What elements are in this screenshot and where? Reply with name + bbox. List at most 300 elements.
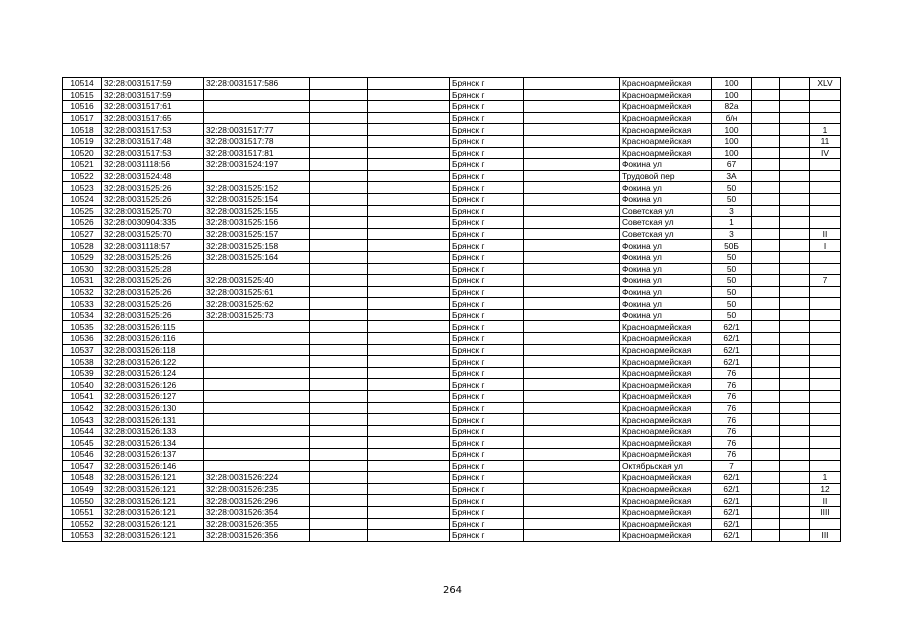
cell-house-number: 50Б xyxy=(712,240,752,252)
cell-col-5 xyxy=(368,437,450,449)
cell-object-cadastral-number xyxy=(204,425,310,437)
cell-col-10 xyxy=(752,391,780,403)
cell-apartment-number: I xyxy=(810,240,841,252)
cell-col-10 xyxy=(752,124,780,136)
cell-row-number: 10533 xyxy=(63,298,102,310)
cell-locality: Брянск г xyxy=(450,321,524,333)
cell-apartment-number xyxy=(810,425,841,437)
table-row xyxy=(63,217,841,229)
cell-col-10 xyxy=(752,356,780,368)
cell-row-number: 10542 xyxy=(63,402,102,414)
cell-house-number: 62/1 xyxy=(712,495,752,507)
cell-locality: Брянск г xyxy=(450,78,524,90)
table-row xyxy=(63,147,841,159)
cell-cadastral-number: 32:28:0031525:70 xyxy=(102,228,204,240)
cell-col-10 xyxy=(752,228,780,240)
cell-row-number: 10549 xyxy=(63,483,102,495)
cell-col-10 xyxy=(752,518,780,530)
cell-locality: Брянск г xyxy=(450,495,524,507)
cell-col-4 xyxy=(310,205,368,217)
cell-col-11 xyxy=(780,379,810,391)
cell-street: Советская ул xyxy=(620,228,712,240)
cell-cadastral-number: 32:28:0031525:26 xyxy=(102,286,204,298)
table-row xyxy=(63,240,841,252)
cell-col-5 xyxy=(368,101,450,113)
cell-col-4 xyxy=(310,309,368,321)
cell-apartment-number xyxy=(810,437,841,449)
cell-col-7 xyxy=(524,356,620,368)
cell-apartment-number xyxy=(810,193,841,205)
cell-col-11 xyxy=(780,101,810,113)
cell-locality: Брянск г xyxy=(450,518,524,530)
cell-col-11 xyxy=(780,367,810,379)
cell-col-5 xyxy=(368,460,450,472)
cell-col-4 xyxy=(310,228,368,240)
table-row xyxy=(63,483,841,495)
cell-col-5 xyxy=(368,425,450,437)
cell-col-5 xyxy=(368,228,450,240)
cell-col-11 xyxy=(780,356,810,368)
cell-col-10 xyxy=(752,286,780,298)
cell-col-5 xyxy=(368,89,450,101)
cell-col-7 xyxy=(524,89,620,101)
cell-col-10 xyxy=(752,147,780,159)
cell-col-10 xyxy=(752,112,780,124)
cell-col-10 xyxy=(752,240,780,252)
cell-street: Красноармейская xyxy=(620,367,712,379)
cell-row-number: 10540 xyxy=(63,379,102,391)
cell-cadastral-number: 32:28:0031526:137 xyxy=(102,449,204,461)
cell-col-5 xyxy=(368,275,450,287)
cell-locality: Брянск г xyxy=(450,275,524,287)
cell-col-10 xyxy=(752,321,780,333)
cell-locality: Брянск г xyxy=(450,425,524,437)
cell-street: Красноармейская xyxy=(620,483,712,495)
cell-house-number: 76 xyxy=(712,367,752,379)
cell-col-11 xyxy=(780,193,810,205)
cell-col-4 xyxy=(310,263,368,275)
cell-object-cadastral-number: 32:28:0031525:152 xyxy=(204,182,310,194)
cell-row-number: 10516 xyxy=(63,101,102,113)
cell-col-10 xyxy=(752,449,780,461)
cell-col-4 xyxy=(310,437,368,449)
cell-col-4 xyxy=(310,217,368,229)
cell-apartment-number xyxy=(810,402,841,414)
cell-col-7 xyxy=(524,414,620,426)
cell-col-7 xyxy=(524,170,620,182)
cell-street: Фокина ул xyxy=(620,275,712,287)
cell-col-4 xyxy=(310,506,368,518)
cell-object-cadastral-number: 32:28:0031526:235 xyxy=(204,483,310,495)
cell-col-5 xyxy=(368,344,450,356)
cell-col-11 xyxy=(780,425,810,437)
cell-apartment-number xyxy=(810,309,841,321)
cell-col-7 xyxy=(524,286,620,298)
table-row xyxy=(63,414,841,426)
cell-col-4 xyxy=(310,298,368,310)
table-row xyxy=(63,182,841,194)
cell-col-10 xyxy=(752,379,780,391)
cell-house-number: 62/1 xyxy=(712,483,752,495)
cell-col-5 xyxy=(368,356,450,368)
cell-col-10 xyxy=(752,530,780,542)
table-row xyxy=(63,275,841,287)
cell-col-11 xyxy=(780,495,810,507)
cell-col-7 xyxy=(524,182,620,194)
cell-col-5 xyxy=(368,78,450,90)
cell-street: Советская ул xyxy=(620,217,712,229)
cell-col-4 xyxy=(310,425,368,437)
cell-street: Фокина ул xyxy=(620,251,712,263)
cell-house-number: 50 xyxy=(712,263,752,275)
cell-apartment-number xyxy=(810,344,841,356)
cell-house-number: 62/1 xyxy=(712,333,752,345)
cell-object-cadastral-number xyxy=(204,101,310,113)
cell-col-7 xyxy=(524,147,620,159)
cell-col-10 xyxy=(752,135,780,147)
cell-house-number: 100 xyxy=(712,89,752,101)
cell-cadastral-number: 32:28:0031525:26 xyxy=(102,298,204,310)
cell-col-11 xyxy=(780,414,810,426)
cell-col-4 xyxy=(310,449,368,461)
cell-col-10 xyxy=(752,182,780,194)
cell-col-10 xyxy=(752,483,780,495)
cell-row-number: 10539 xyxy=(63,367,102,379)
cell-col-5 xyxy=(368,367,450,379)
cell-row-number: 10515 xyxy=(63,89,102,101)
cell-col-4 xyxy=(310,135,368,147)
cell-locality: Брянск г xyxy=(450,147,524,159)
cell-col-4 xyxy=(310,170,368,182)
cell-cadastral-number: 32:28:0031525:70 xyxy=(102,205,204,217)
cell-street: Красноармейская xyxy=(620,530,712,542)
table-row xyxy=(63,89,841,101)
cell-street: Красноармейская xyxy=(620,506,712,518)
cell-apartment-number xyxy=(810,367,841,379)
cell-col-7 xyxy=(524,425,620,437)
cell-row-number: 10541 xyxy=(63,391,102,403)
cell-col-4 xyxy=(310,124,368,136)
cell-col-11 xyxy=(780,333,810,345)
cell-col-5 xyxy=(368,193,450,205)
table-row xyxy=(63,124,841,136)
cell-row-number: 10518 xyxy=(63,124,102,136)
cell-col-7 xyxy=(524,309,620,321)
cell-apartment-number xyxy=(810,379,841,391)
cell-object-cadastral-number xyxy=(204,367,310,379)
cell-house-number: 1 xyxy=(712,217,752,229)
cell-col-4 xyxy=(310,78,368,90)
cell-row-number: 10532 xyxy=(63,286,102,298)
cell-object-cadastral-number: 32:28:0031525:154 xyxy=(204,193,310,205)
cell-apartment-number xyxy=(810,449,841,461)
cell-col-4 xyxy=(310,193,368,205)
cell-col-10 xyxy=(752,78,780,90)
cell-apartment-number xyxy=(810,159,841,171)
cell-house-number: 100 xyxy=(712,78,752,90)
cell-row-number: 10530 xyxy=(63,263,102,275)
cell-col-10 xyxy=(752,437,780,449)
cell-house-number: 82а xyxy=(712,101,752,113)
cell-col-4 xyxy=(310,530,368,542)
cell-house-number: 76 xyxy=(712,425,752,437)
cell-col-5 xyxy=(368,112,450,124)
cell-house-number: 50 xyxy=(712,309,752,321)
table-row xyxy=(63,402,841,414)
cell-street: Красноармейская xyxy=(620,495,712,507)
cell-object-cadastral-number xyxy=(204,460,310,472)
cell-col-7 xyxy=(524,228,620,240)
cell-house-number: 7 xyxy=(712,460,752,472)
table-row xyxy=(63,298,841,310)
cell-locality: Брянск г xyxy=(450,530,524,542)
cell-apartment-number xyxy=(810,112,841,124)
cell-col-4 xyxy=(310,495,368,507)
cell-col-7 xyxy=(524,298,620,310)
cell-col-11 xyxy=(780,402,810,414)
cell-row-number: 10546 xyxy=(63,449,102,461)
cell-col-7 xyxy=(524,205,620,217)
cell-col-10 xyxy=(752,414,780,426)
cell-col-11 xyxy=(780,391,810,403)
cell-apartment-number: IIII xyxy=(810,506,841,518)
cell-row-number: 10537 xyxy=(63,344,102,356)
cell-col-10 xyxy=(752,170,780,182)
cell-cadastral-number: 32:28:0031525:26 xyxy=(102,275,204,287)
cell-cadastral-number: 32:28:0031525:26 xyxy=(102,309,204,321)
cell-object-cadastral-number: 32:28:0031517:586 xyxy=(204,78,310,90)
cell-col-11 xyxy=(780,124,810,136)
cell-apartment-number xyxy=(810,205,841,217)
table-row xyxy=(63,101,841,113)
cell-locality: Брянск г xyxy=(450,135,524,147)
cell-cadastral-number: 32:28:0031525:26 xyxy=(102,193,204,205)
cell-cadastral-number: 32:28:0031525:26 xyxy=(102,182,204,194)
cell-house-number: 62/1 xyxy=(712,506,752,518)
cell-row-number: 10529 xyxy=(63,251,102,263)
cell-apartment-number: 12 xyxy=(810,483,841,495)
cell-cadastral-number: 32:28:0031525:28 xyxy=(102,263,204,275)
cell-col-4 xyxy=(310,472,368,484)
cell-col-7 xyxy=(524,240,620,252)
cell-locality: Брянск г xyxy=(450,437,524,449)
cell-cadastral-number: 32:28:0031517:53 xyxy=(102,124,204,136)
cell-apartment-number xyxy=(810,217,841,229)
cell-apartment-number xyxy=(810,251,841,263)
cell-cadastral-number: 32:28:0031517:48 xyxy=(102,135,204,147)
cell-col-5 xyxy=(368,159,450,171)
cell-object-cadastral-number xyxy=(204,89,310,101)
cell-col-5 xyxy=(368,321,450,333)
cell-col-4 xyxy=(310,321,368,333)
cell-apartment-number: II xyxy=(810,495,841,507)
cell-row-number: 10527 xyxy=(63,228,102,240)
cell-street: Красноармейская xyxy=(620,124,712,136)
cell-row-number: 10519 xyxy=(63,135,102,147)
cell-col-10 xyxy=(752,344,780,356)
cell-col-11 xyxy=(780,228,810,240)
cell-col-11 xyxy=(780,483,810,495)
cell-col-7 xyxy=(524,112,620,124)
cell-street: Фокина ул xyxy=(620,159,712,171)
cell-street: Красноармейская xyxy=(620,379,712,391)
cell-object-cadastral-number: 32:28:0031525:157 xyxy=(204,228,310,240)
cell-object-cadastral-number: 32:28:0031517:78 xyxy=(204,135,310,147)
cell-col-11 xyxy=(780,321,810,333)
cell-locality: Брянск г xyxy=(450,228,524,240)
cell-object-cadastral-number xyxy=(204,437,310,449)
cell-house-number: 62/1 xyxy=(712,356,752,368)
cell-locality: Брянск г xyxy=(450,472,524,484)
cell-street: Трудовой пер xyxy=(620,170,712,182)
cell-house-number: 62/1 xyxy=(712,530,752,542)
cell-col-5 xyxy=(368,182,450,194)
table-row xyxy=(63,205,841,217)
cell-house-number: 3 xyxy=(712,205,752,217)
cell-col-7 xyxy=(524,460,620,472)
table-row xyxy=(63,228,841,240)
cell-col-4 xyxy=(310,356,368,368)
cell-col-4 xyxy=(310,333,368,345)
cell-cadastral-number: 32:28:0031517:53 xyxy=(102,147,204,159)
cell-row-number: 10544 xyxy=(63,425,102,437)
cell-col-5 xyxy=(368,147,450,159)
cell-col-4 xyxy=(310,518,368,530)
cell-col-10 xyxy=(752,460,780,472)
cell-col-4 xyxy=(310,182,368,194)
cell-col-4 xyxy=(310,367,368,379)
cell-col-10 xyxy=(752,275,780,287)
cell-house-number: 62/1 xyxy=(712,518,752,530)
cell-street: Красноармейская xyxy=(620,518,712,530)
cell-locality: Брянск г xyxy=(450,379,524,391)
cell-street: Красноармейская xyxy=(620,449,712,461)
table-row xyxy=(63,135,841,147)
cell-col-7 xyxy=(524,159,620,171)
cell-col-5 xyxy=(368,506,450,518)
cell-house-number: 50 xyxy=(712,298,752,310)
cell-object-cadastral-number: 32:28:0031525:158 xyxy=(204,240,310,252)
cell-col-5 xyxy=(368,402,450,414)
cell-row-number: 10523 xyxy=(63,182,102,194)
cell-house-number: 76 xyxy=(712,414,752,426)
cell-col-5 xyxy=(368,483,450,495)
cell-cadastral-number: 32:28:0031525:26 xyxy=(102,251,204,263)
cell-col-7 xyxy=(524,193,620,205)
table-row xyxy=(63,356,841,368)
cell-col-5 xyxy=(368,449,450,461)
cell-street: Советская ул xyxy=(620,205,712,217)
cell-col-10 xyxy=(752,495,780,507)
cell-row-number: 10547 xyxy=(63,460,102,472)
cell-col-11 xyxy=(780,182,810,194)
cell-locality: Брянск г xyxy=(450,333,524,345)
cell-col-11 xyxy=(780,78,810,90)
cell-row-number: 10522 xyxy=(63,170,102,182)
cell-locality: Брянск г xyxy=(450,101,524,113)
registry-table-body xyxy=(63,78,841,542)
cell-street: Красноармейская xyxy=(620,356,712,368)
cell-col-7 xyxy=(524,402,620,414)
cell-col-11 xyxy=(780,112,810,124)
cell-col-7 xyxy=(524,124,620,136)
cell-house-number: 62/1 xyxy=(712,321,752,333)
cell-object-cadastral-number: 32:28:0031526:356 xyxy=(204,530,310,542)
cell-col-10 xyxy=(752,425,780,437)
cell-row-number: 10521 xyxy=(63,159,102,171)
table-row xyxy=(63,286,841,298)
cell-row-number: 10551 xyxy=(63,506,102,518)
cell-street: Красноармейская xyxy=(620,472,712,484)
cell-cadastral-number: 32:28:0031526:121 xyxy=(102,518,204,530)
cell-street: Красноармейская xyxy=(620,78,712,90)
cell-locality: Брянск г xyxy=(450,391,524,403)
cell-locality: Брянск г xyxy=(450,506,524,518)
cell-col-11 xyxy=(780,298,810,310)
cell-col-11 xyxy=(780,309,810,321)
cell-locality: Брянск г xyxy=(450,414,524,426)
cell-street: Красноармейская xyxy=(620,414,712,426)
cell-col-4 xyxy=(310,286,368,298)
cell-apartment-number xyxy=(810,101,841,113)
cell-col-10 xyxy=(752,298,780,310)
cell-street: Фокина ул xyxy=(620,298,712,310)
cell-cadastral-number: 32:28:0031526:133 xyxy=(102,425,204,437)
cell-col-4 xyxy=(310,275,368,287)
cell-col-5 xyxy=(368,495,450,507)
cell-cadastral-number: 32:28:0031118:56 xyxy=(102,159,204,171)
cell-cadastral-number: 32:28:0031526:134 xyxy=(102,437,204,449)
cell-cadastral-number: 32:28:0031526:116 xyxy=(102,333,204,345)
cell-street: Красноармейская xyxy=(620,402,712,414)
cell-col-11 xyxy=(780,472,810,484)
cell-house-number: 76 xyxy=(712,449,752,461)
cell-locality: Брянск г xyxy=(450,251,524,263)
cell-apartment-number xyxy=(810,298,841,310)
cell-row-number: 10531 xyxy=(63,275,102,287)
cell-col-5 xyxy=(368,263,450,275)
cell-house-number: 76 xyxy=(712,379,752,391)
cell-col-5 xyxy=(368,379,450,391)
cell-street: Фокина ул xyxy=(620,182,712,194)
cell-apartment-number xyxy=(810,263,841,275)
cell-cadastral-number: 32:28:0031524:48 xyxy=(102,170,204,182)
cell-object-cadastral-number: 32:28:0031517:81 xyxy=(204,147,310,159)
table-row xyxy=(63,159,841,171)
cell-house-number: 3А xyxy=(712,170,752,182)
cell-col-5 xyxy=(368,217,450,229)
cell-house-number: 76 xyxy=(712,391,752,403)
cell-cadastral-number: 32:28:0031526:122 xyxy=(102,356,204,368)
cell-house-number: 62/1 xyxy=(712,344,752,356)
registry-table xyxy=(62,77,841,542)
cell-col-7 xyxy=(524,251,620,263)
cell-apartment-number: 11 xyxy=(810,135,841,147)
cell-house-number: 3 xyxy=(712,228,752,240)
cell-col-11 xyxy=(780,159,810,171)
cell-col-5 xyxy=(368,309,450,321)
cell-locality: Брянск г xyxy=(450,89,524,101)
cell-col-10 xyxy=(752,506,780,518)
cell-object-cadastral-number: 32:28:0031526:355 xyxy=(204,518,310,530)
cell-row-number: 10548 xyxy=(63,472,102,484)
cell-house-number: 50 xyxy=(712,182,752,194)
cell-row-number: 10543 xyxy=(63,414,102,426)
cell-col-10 xyxy=(752,263,780,275)
cell-col-5 xyxy=(368,518,450,530)
cell-col-10 xyxy=(752,205,780,217)
cell-col-11 xyxy=(780,275,810,287)
